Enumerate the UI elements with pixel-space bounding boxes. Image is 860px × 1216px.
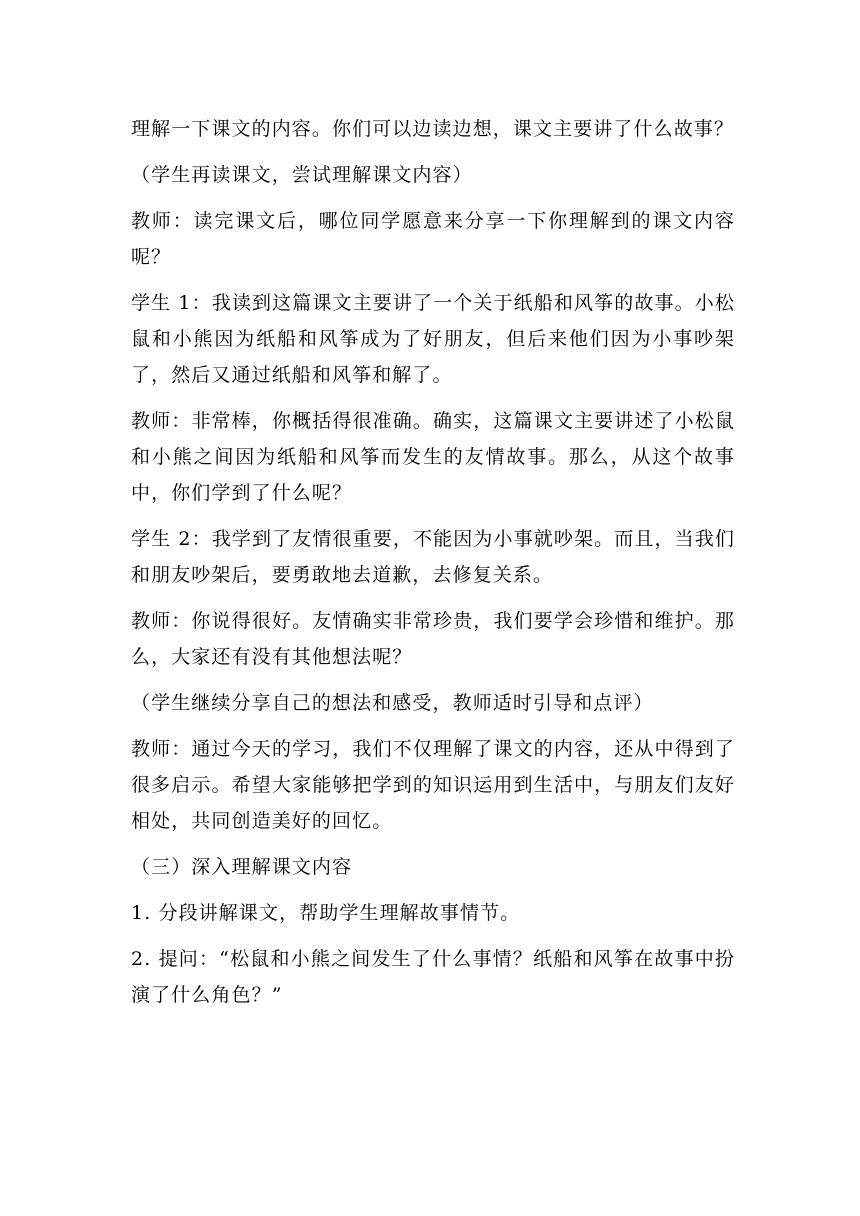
paragraph-teacher-feedback-1: 教师：非常棒，你概括得很准确。确实，这篇课文主要讲述了小松鼠和小熊之间因为纸船和风筝而发生的友情故事。那么，从这个故事中，你们学到了什么呢？: [131, 410, 735, 504]
paragraph-intro: 理解一下课文的内容。你们可以边读边想，课文主要讲了什么故事？: [131, 118, 735, 140]
paragraph-student-2-answer: 学生 2：我学到了友情很重要，不能因为小事就吵架。而且，当我们和朋友吵架后，要勇敢地去道歉，去修复关系。: [131, 528, 735, 586]
paragraph-teacher-summary: 教师：通过今天的学习，我们不仅理解了课文的内容，还从中得到了很多启示。希望大家能够把学到的知识运用到生活中，与朋友们友好相处，共同创造美好的回忆。: [131, 738, 735, 832]
list-item-1: 1. 分段讲解课文，帮助学生理解故事情节。: [131, 902, 521, 924]
paragraph-student-action-1: （学生再读课文，尝试理解课文内容）: [131, 164, 473, 186]
paragraph-teacher-feedback-2: 教师：你说得很好。友情确实非常珍贵，我们要学会珍惜和维护。那么，大家还有没有其他想法呢？: [131, 610, 735, 668]
list-item-2: 2. 提问：“松鼠和小熊之间发生了什么事情？纸船和风筝在故事中扮演了什么角色？”: [131, 948, 735, 1006]
document-body: [131, 111, 735, 1013]
section-heading: （三）深入理解课文内容: [131, 856, 353, 878]
paragraph-student-1-answer: 学生 1：我读到这篇课文主要讲了一个关于纸船和风筝的故事。小松鼠和小熊因为纸船和风筝成为了好朋友，但后来他们因为小事吵架了，然后又通过纸船和风筝和解了。: [131, 292, 735, 386]
paragraph-student-action-2: （学生继续分享自己的想法和感受，教师适时引导和点评）: [131, 692, 654, 714]
paragraph-teacher-question-1: 教师：读完课文后，哪位同学愿意来分享一下你理解到的课文内容呢？: [131, 210, 735, 268]
